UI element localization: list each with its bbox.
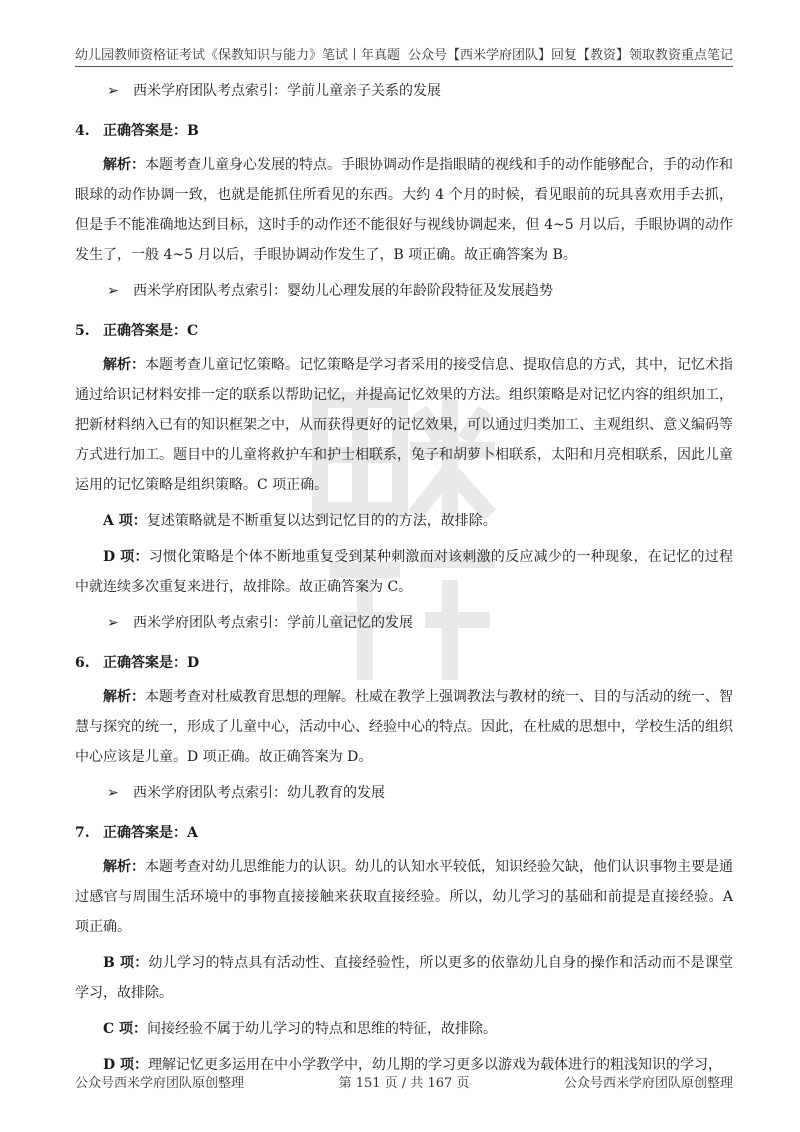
index-line: ➢ 西米学府团队考点索引：学前儿童亲子关系的发展 [75, 76, 733, 106]
question-6-analysis: 解析：本题考查对杜威教育思想的理解。杜威在教学上强调教法与教材的统一、目的与活动的统一、智慧与探究的统一，形成了儿童中心，活动中心、经验中心的特点。因此，在杜威的思想中，学校生活的组织中心应该是儿童。D 项正确。故正确答案为 D。 [75, 689, 733, 765]
header-right: 公众号【西米学府团队】回复【教资】领取教资重点笔记 [407, 48, 733, 63]
page-footer [75, 1072, 733, 1091]
question-5-analysis: 解析：本题考查儿童记忆策略。记忆策略是学习者采用的接受信息、提取信息的方式，其中，记忆术指通过给识记材料安排一定的联系以帮助记忆，并提高记忆效果的方法。组织策略是对记忆内容的组织加工，把新材料纳入已有的知识框架之中，从而获得更好的记忆效果，可以通过归类加工、主观组织、意义编码等方式进行加工。题目中的儿童将救护车和护士相联系，兔子和胡萝卜相联系，太阳和月亮相联系，因此儿童运用的记忆策略是组织策略。C 项正确。 [75, 357, 733, 493]
arrow-icon: ➢ [107, 283, 119, 299]
index-line: ➢ 西米学府团队考点索引：学前儿童记忆的发展 [75, 608, 733, 638]
question-4-analysis: 解析：本题考查儿童身心发展的特点。手眼协调动作是指眼睛的视线和手的动作能够配合，手的动作和眼球的动作协调一致，也就是能抓住所看见的东西。大约 4 个月的时候，看见眼前的玩具喜欢用手去抓，但是手不能准确地达到目标，这时手的动作还不能很好与视线协调起来，但 4~5 月以后，手眼协调的动作发生了，一般 4~5 月以后，手眼协调动作发生了，B 项正确。故正确答案为 B。 [75, 157, 733, 263]
question-7-option-d: D 项：理解记忆更多运用在中小学教学中，幼儿期的学习更多以游戏为载体进行的粗浅知识的学习， [103, 1057, 723, 1073]
page-header [75, 44, 733, 67]
question-7-title: 7. 正确答案是：A [75, 825, 198, 841]
arrow-icon: ➢ [107, 615, 119, 631]
question-7-option-c: C 项：间接经验不属于幼儿学习的特点和思维的特征，故排除。 [103, 1021, 498, 1037]
question-7-analysis: 解析：本题考查对幼儿思维能力的认识。幼儿的认知水平较低，知识经验欠缺，他们认识事物主要是通过感官与周围生活环境中的事物直接接触来获取直接经验。所以，幼儿学习的基础和前提是直接经验。A 项正确。 [75, 859, 733, 935]
index-line: ➢ 西米学府团队考点索引：婴幼儿心理发展的年龄阶段特征及发展趋势 [75, 276, 733, 306]
question-6-title: 6. 正确答案是：D [75, 655, 200, 671]
question-4-title: 4. 正确答案是：B [75, 123, 199, 139]
question-5-option-a: A 项：复述策略就是不断重复以达到记忆目的的方法，故排除。 [103, 513, 497, 529]
index-line: ➢ 西米学府团队考点索引：幼儿教育的发展 [75, 778, 733, 808]
question-5-option-d: D 项：习惯化策略是个体不断地重复受到某种刺激而对该刺激的反应减少的一种现象，在记忆的过程中就连续多次重复来进行，故排除。故正确答案为 C。 [75, 549, 733, 595]
footer-left: 公众号西米学府团队原创整理 [75, 1076, 245, 1091]
arrow-icon: ➢ [107, 785, 119, 801]
arrow-icon: ➢ [107, 83, 119, 99]
question-5-title: 5. 正确答案是：C [75, 323, 199, 339]
page-number: 第 151 页 / 共 167 页 [338, 1076, 470, 1091]
question-7-option-b: B 项：幼儿学习的特点具有活动性、直接经验性，所以更多的依靠幼儿自身的操作和活动而不是课堂学习，故排除。 [75, 955, 733, 1001]
footer-right: 公众号西米学府团队原创整理 [563, 1076, 733, 1091]
document-body [75, 76, 733, 1086]
header-left: 幼儿园教师资格证考试《保教知识与能力》笔试丨年真题 [75, 48, 401, 63]
